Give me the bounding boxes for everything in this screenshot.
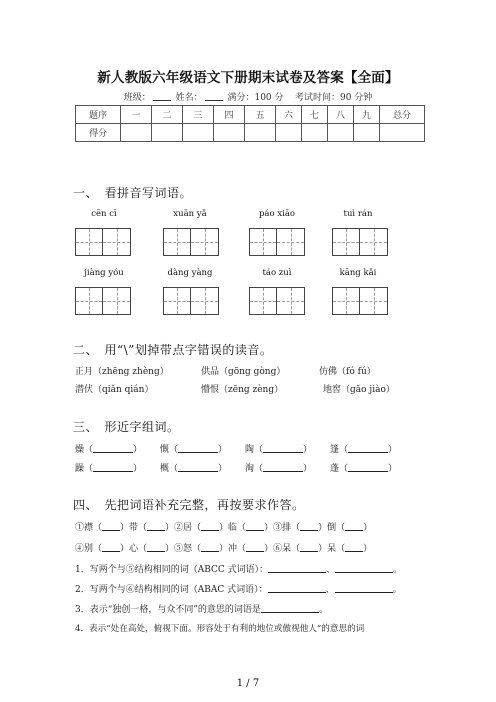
word-group-item: 燥（ ）	[75, 445, 143, 455]
section3-heading: 三、 形近字组词。	[73, 420, 180, 434]
score-cell[interactable]	[380, 124, 425, 142]
answer-blank[interactable]	[178, 443, 218, 453]
score-cell[interactable]	[302, 124, 328, 142]
pronunciation-item[interactable]: 仿佛（fó fú）	[319, 367, 376, 377]
answer-blank[interactable]	[348, 462, 388, 472]
question-2: 2．写两个与⑥结构相同的词（ABAC 式词语）： 、 。	[75, 585, 402, 595]
answer-blank[interactable]	[102, 521, 120, 531]
answer-blank[interactable]	[335, 583, 393, 593]
word-group-item: 篷（ ）	[330, 445, 398, 455]
writing-grid[interactable]	[75, 287, 131, 315]
writing-grid[interactable]	[332, 287, 388, 315]
score-cell[interactable]	[121, 124, 152, 142]
writing-grid[interactable]	[332, 228, 388, 256]
pinyin-2: xuān yǎ	[173, 209, 207, 219]
header-cell: 六	[276, 106, 302, 124]
class-label: 班级：	[123, 93, 151, 103]
answer-blank[interactable]	[147, 521, 165, 531]
page-number: 1 / 7	[236, 678, 260, 689]
score-cell[interactable]	[245, 124, 276, 142]
answer-blank[interactable]	[102, 542, 120, 552]
answer-blank[interactable]	[335, 563, 393, 573]
pronunciation-item[interactable]: 正月（zhēng zhèng）	[75, 367, 169, 377]
header-cell: 七	[302, 106, 328, 124]
answer-blank[interactable]	[261, 603, 319, 613]
header-cell: 八	[328, 106, 354, 124]
idiom-line: ①襟（ ）带（ ）②居（ ）临（ ）③排（ ）倒（ ）	[75, 523, 373, 533]
section1-heading: 一、 看拼音写词语。	[73, 186, 193, 200]
answer-blank[interactable]	[263, 443, 303, 453]
answer-blank[interactable]	[201, 521, 219, 531]
word-group-item: 躁（ ）	[75, 464, 143, 474]
word-group-item: 陶（ ）	[245, 445, 313, 455]
pronunciation-item[interactable]: 供品（gōng gòng）	[201, 367, 286, 377]
section4-heading: 四、 先把词语补充完整，再按要求作答。	[73, 498, 305, 512]
header-cell: 二	[152, 106, 183, 124]
writing-grid[interactable]	[163, 287, 219, 315]
word-group-item: 概（ ）	[160, 464, 228, 474]
header-cell: 三	[183, 106, 214, 124]
writing-grid[interactable]	[249, 228, 305, 256]
score-cell[interactable]	[276, 124, 302, 142]
exam-info	[0, 90, 496, 103]
question-4: 4．表示“处在高处，俯视下面。形容处于有利的地位或傲视他人”的意思的词	[75, 624, 365, 634]
answer-blank[interactable]	[147, 542, 165, 552]
score-cell[interactable]	[354, 124, 380, 142]
pinyin-7: táo zuì	[262, 268, 292, 278]
pronunciation-item[interactable]: 潜伏（qiǎn qián）	[75, 385, 154, 395]
answer-blank[interactable]	[348, 443, 388, 453]
pinyin-8: kāng kǎi	[339, 268, 377, 278]
section2-heading: 二、 用“\”划掉带点字错误的读音。	[73, 343, 273, 357]
name-label: 姓名：	[175, 93, 203, 103]
header-cell: 四	[214, 106, 245, 124]
score-table	[75, 105, 425, 142]
question-3: 3．表示“独创一格，与众不同”的意思的词语是 。	[75, 605, 328, 615]
answer-blank[interactable]	[93, 443, 133, 453]
score-row	[76, 124, 425, 142]
header-cell: 五	[245, 106, 276, 124]
writing-grid[interactable]	[75, 228, 131, 256]
answer-blank[interactable]	[345, 542, 363, 552]
answer-blank[interactable]	[246, 521, 264, 531]
answer-blank[interactable]	[93, 462, 133, 472]
pinyin-4: tuì rán	[343, 209, 373, 219]
pinyin-5: jiàng yóu	[84, 268, 124, 278]
full-score: 满分：100 分	[227, 93, 284, 103]
score-cell[interactable]	[183, 124, 214, 142]
answer-blank[interactable]	[178, 462, 218, 472]
header-cell: 九	[354, 106, 380, 124]
score-cell[interactable]	[214, 124, 245, 142]
score-cell[interactable]	[152, 124, 183, 142]
answer-blank[interactable]	[345, 521, 363, 531]
class-blank[interactable]	[153, 92, 171, 101]
answer-blank[interactable]	[201, 542, 219, 552]
pinyin-6: dàng yàng	[167, 268, 213, 278]
exam-time: 考试时间：90 分钟	[294, 93, 373, 103]
answer-blank[interactable]	[246, 542, 264, 552]
page-title: 新人教版六年级语文下册期末试卷及答案【全面】	[97, 70, 399, 86]
pinyin-3: páo xiāo	[258, 209, 296, 219]
header-cell: 题序	[76, 106, 121, 124]
answer-blank[interactable]	[263, 462, 303, 472]
answer-blank[interactable]	[268, 583, 326, 593]
name-blank[interactable]	[205, 92, 223, 101]
pronunciation-item[interactable]: 懵恨（zēng zèng）	[201, 385, 284, 395]
score-row-label: 得分	[76, 124, 121, 142]
header-cell: 总分	[380, 106, 425, 124]
writing-grid[interactable]	[163, 228, 219, 256]
writing-grid[interactable]	[249, 287, 305, 315]
answer-blank[interactable]	[300, 521, 318, 531]
word-group-item: 蓬（ ）	[330, 464, 398, 474]
answer-blank[interactable]	[268, 563, 326, 573]
word-group-item: 淘（ ）	[245, 464, 313, 474]
header-cell: 一	[121, 106, 152, 124]
idiom-line: ④别（ ）心（ ）⑤怒（ ）冲（ ）⑥呆（ ）呆（ ）	[75, 544, 373, 554]
pinyin-1: cēn cī	[91, 209, 117, 219]
word-group-item: 慨（ ）	[160, 445, 228, 455]
score-cell[interactable]	[328, 124, 354, 142]
question-1: 1．写两个与⑤结构相同的词（ABCC 式词语）： 、 。	[75, 565, 403, 575]
answer-blank[interactable]	[300, 542, 318, 552]
pronunciation-item[interactable]: 地窖（gāo jiào）	[323, 385, 395, 395]
score-table-header	[76, 106, 425, 124]
